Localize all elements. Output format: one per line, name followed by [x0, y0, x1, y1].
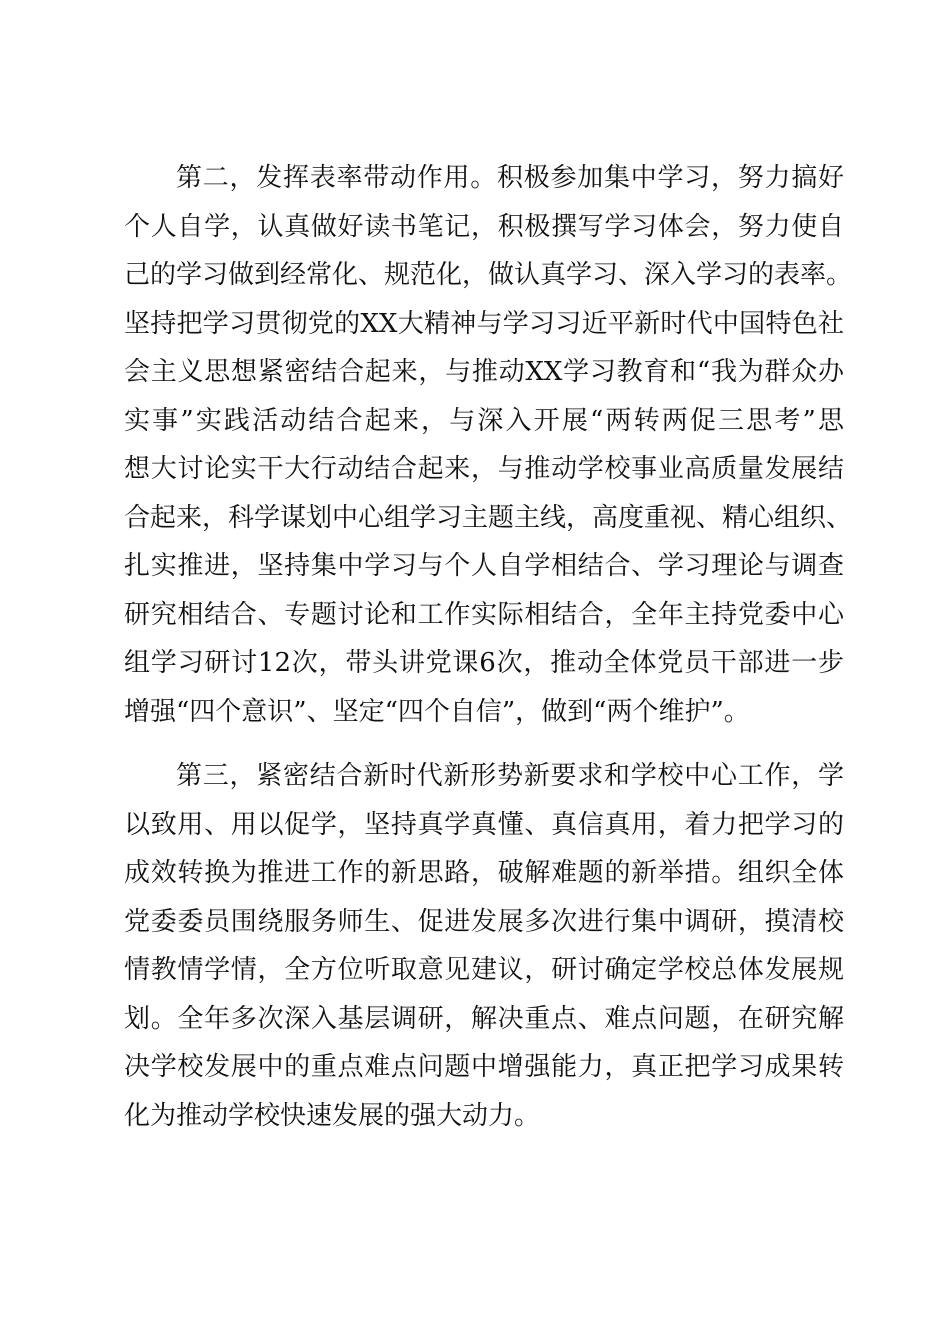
paragraph-line: 化为推动学校快速发展的强大动力。	[124, 1100, 541, 1131]
paragraph-line: 党委委员围绕服务师生、促进发展多次进行集中调研，摸清校	[124, 906, 844, 937]
paragraph-line: 想大讨论实干大行动结合起来，与推动学校事业高质量发展结	[124, 454, 844, 484]
paragraph-line: 第三，紧密结合新时代新形势新要求和学校中心工作，学	[176, 761, 844, 791]
paragraph-line: 划。全年多次深入基层调研，解决重点、难点问题，在研究解	[124, 1003, 844, 1034]
paragraph-line: 情教情学情，全方位听取意见建议，研讨确定学校总体发展规	[124, 955, 844, 985]
paragraph-line: 决学校发展中的重点难点问题中增强能力，真正把学习成果转	[124, 1052, 844, 1082]
paragraph-line: 研究相结合、专题讨论和工作实际相结合，全年主持党委中心	[124, 599, 844, 630]
paragraph-third	[124, 752, 844, 1140]
paragraph-line: 个人自学，认真做好读书笔记，积极撰写学习体会，努力使自	[124, 211, 844, 242]
paragraph-line: 以致用、用以促学，坚持真学真懂、真信真用，着力把学习的	[124, 809, 844, 840]
paragraph-line: 增强“四个意识”、坚定“四个自信”，做到“两个维护”。	[124, 696, 750, 727]
paragraph-line: 第二，发挥表率带动作用。积极参加集中学习，努力搞好	[176, 163, 844, 193]
paragraph-line: 己的学习做到经常化、规范化，做认真学习、深入学习的表率。	[124, 260, 853, 290]
paragraph-line: 合起来，科学谋划中心组学习主题主线，高度重视、精心组织、	[124, 502, 853, 533]
paragraph-second	[124, 154, 853, 736]
paragraph-line: 成效转换为推进工作的新思路，破解难题的新举措。组织全体	[124, 858, 844, 888]
paragraph-line: 会主义思想紧密结合起来，与推动XX学习教育和“我为群众办	[124, 357, 844, 387]
paragraph-line: 实事”实践活动结合起来，与深入开展“两转两促三思考”思	[124, 405, 844, 436]
paragraph-line: 组学习研讨12次，带头讲党课6次，推动全体党员干部进一步	[124, 648, 844, 678]
paragraph-line: 坚持把学习贯彻党的XX大精神与学习习近平新时代中国特色社	[124, 308, 844, 339]
paragraph-line: 扎实推进，坚持集中学习与个人自学相结合、学习理论与调查	[124, 551, 844, 581]
